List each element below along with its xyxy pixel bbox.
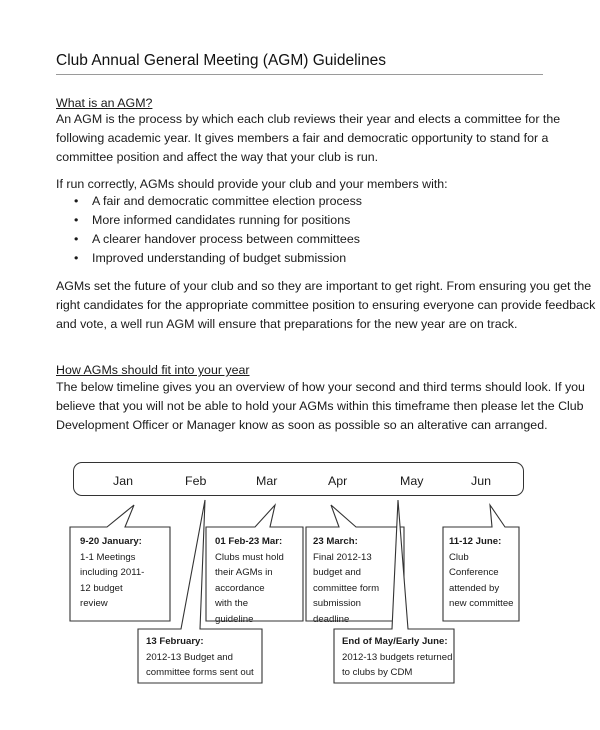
text-line: believe that you will not be able to hold your AGMs within this timeframe then please let the Club <box>56 399 584 413</box>
event-line: with the <box>215 598 249 610</box>
event-line: deadline <box>313 613 350 625</box>
section-heading-what-is-agm: What is an AGM? <box>56 96 153 110</box>
text-line: right candidates for the appropriate committee position to ensuring everyone can provide feedback <box>56 298 596 312</box>
month-label-feb: Feb <box>185 474 207 488</box>
text-line: If run correctly, AGMs should provide your club and your members with: <box>56 177 448 191</box>
event-date: 9-20 January: <box>80 536 142 547</box>
event-date: End of May/Early June: <box>342 636 448 647</box>
event-february <box>146 634 254 681</box>
month-label-jun: Jun <box>471 474 491 488</box>
event-line: 2012-13 Budget and <box>146 651 233 663</box>
event-date: 13 February: <box>146 636 204 647</box>
event-date: 11-12 June: <box>449 536 502 547</box>
event-line: to clubs by CDM <box>342 667 413 679</box>
event-line: Clubs must hold <box>215 551 284 563</box>
event-may-june <box>342 634 452 681</box>
event-line: attended by <box>449 582 500 594</box>
list-item: • A fair and democratic committee election process <box>56 192 362 211</box>
month-label-apr: Apr <box>328 474 348 488</box>
event-feb-mar <box>215 534 284 628</box>
event-march <box>313 534 379 628</box>
event-line: committee forms sent out <box>146 667 254 679</box>
text-line: An AGM is the process by which each club reviews their year and elects a committee for the <box>56 112 561 126</box>
event-line: 12 budget <box>80 582 123 594</box>
text-line: AGMs set the future of your club and so they are important to get right. From ensuring you get the <box>56 279 592 293</box>
event-line: committee form <box>313 582 380 594</box>
event-line: including 2011- <box>80 567 145 579</box>
event-line: submission <box>313 598 361 610</box>
event-line: Final 2012-13 <box>313 551 372 563</box>
event-line: 2012-13 budgets returned <box>342 651 453 663</box>
event-january <box>80 534 144 612</box>
event-line: their AGMs in <box>215 567 273 579</box>
event-line: guideline <box>215 613 254 625</box>
document-title: Club Annual General Meeting (AGM) Guidelines <box>56 52 386 69</box>
month-label-may: May <box>400 474 424 488</box>
text-line: and vote, a well run AGM will ensure that preparations for the new year are on track. <box>56 317 518 331</box>
section-heading-timeline: How AGMs should fit into your year <box>56 363 250 377</box>
list-item: • More informed candidates running for positions <box>56 211 362 230</box>
event-date: 23 March: <box>313 536 358 547</box>
month-label-mar: Mar <box>256 474 278 488</box>
event-line: budget and <box>313 567 362 579</box>
month-label-jan: Jan <box>113 474 133 488</box>
event-june <box>449 534 514 612</box>
text-line: The below timeline gives you an overview of how your second and third terms should look. If you <box>56 380 585 394</box>
event-line: review <box>80 598 108 610</box>
event-line: 1-1 Meetings <box>80 551 136 563</box>
text-line: committee position and affect the way that your club is run. <box>56 150 379 164</box>
text-line: Development Officer or Manager know as soon as possible so an alterative can arranged. <box>56 418 548 432</box>
text-line: following academic year. It gives members a fair and democratic opportunity to stand for a <box>56 131 549 145</box>
list-item: • Improved understanding of budget submission <box>56 249 362 268</box>
event-line: accordance <box>215 582 265 594</box>
event-line: Conference <box>449 567 499 579</box>
event-line: new committee <box>449 598 514 610</box>
list-item: • A clearer handover process between committees <box>56 230 362 249</box>
event-line: Club <box>449 551 469 563</box>
event-date: 01 Feb-23 Mar: <box>215 536 283 547</box>
